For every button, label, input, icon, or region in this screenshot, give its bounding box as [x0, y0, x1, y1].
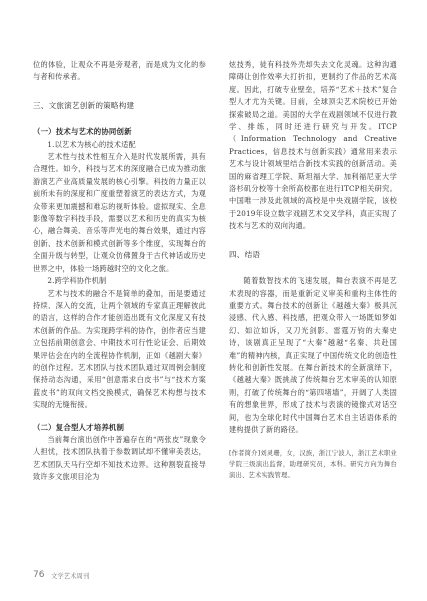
journal-name: 文学艺术周刊: [51, 572, 90, 580]
author-bio: [作者简介]刘灵珊，女，汉族，浙江宁波人，浙江艺术职业学院三级演出监督，助理研究员，本科。研究方向为舞台演出、艺术实践管理。: [229, 450, 397, 480]
subsection-1-1-body: 艺术性与技术性相互介入是时代发展所需，具有合理性。如今，科技与艺术的深度融合已成为推动旅游演艺产业高质量发展的核心引擎。科技的力量正以前所未有的深度和广度重塑着演艺的表达方式，为观众带来更加震撼和难忘的视听体验。虚拟现实、全息影像等数字科技手段，需要以艺术和历史的真实为核心，融合舞美、音乐等声光电的舞台效果，通过内容创新、技术创新和模式创新等多个维度，实现舞台的全面升级与转型，让观众仿佛置身于古代神话或历史世界之中，体验一场跨越时空的文化之旅。: [33, 152, 206, 273]
subsection-2-heading: （二）复合型人才培养机制: [33, 422, 125, 432]
left-column: [33, 59, 206, 484]
section-3-heading: 三、文旅演艺创新的策略构建: [33, 100, 135, 110]
continued-paragraph: 炫技秀，徒有科技外壳却失去文化灵魂。这种沟通障碍让创作效率大打折扣，更制约了作品的艺术高度。因此，打破专业壁垒，培养“艺术＋技术”复合型人才尤为关键。目前，全球顶尖艺术院校已开始探索破局之道。美国的大学在戏剧领域不仅进行教学、排练，同时还进行研究与开发。ITCP（Information Technology and Creative Practices，信息技术与创新实践）通常用来表示艺术与设计领域里结合新技术实践的创新活动。美国的麻省理工学院、斯坦福大学、加利福尼亚大学洛杉矶分校等十余所高校都在进行ITCP相关研究。中国唯一涉及此领域的高校是中央戏剧学院，该校于2019年设立数字戏剧艺术交叉学科，真正实现了技术与艺术的双向沟通。: [229, 60, 397, 231]
subsection-1-1-heading: 1.以艺术为核心的技术适配: [47, 139, 136, 149]
subsection-1-2-heading: 2.跨学科协作机制: [47, 276, 107, 286]
subsection-1-heading: （一）技术与艺术的协同创新: [33, 127, 132, 137]
intro-paragraph: 位的体验，让观众不再是旁观者，而是成为文化的参与者和传承者。: [33, 60, 206, 82]
subsection-2-body: 当前舞台演出创作中普遍存在的“两张皮”现象令人担忧，技术团队执着于参数调试却不懂审美表达，艺术团队天马行空却不知技术边界。这种割裂直接导致许多文旅项目沦为: [33, 434, 206, 482]
section-4-heading: 四、结语: [229, 249, 261, 259]
right-column: [229, 59, 397, 488]
page-number: 76: [33, 570, 45, 580]
conclusion-paragraph: 随着数智技术的飞速发展，舞台表演不再是艺术表现的容器，而是重新定义审美和重构主体性的重要方式。舞台技术的创新让《越越大秦》极具沉浸感、代入感、科技感，把观众带入一场既如梦如幻、如泣如诉，又刀光剑影、雷霆万钧的大秦史诗，该剧真正呈现了“大秦”越越“名秦、共赴国难”的精神内核，真正实现了中国传统文化的创造性转化和创新性发展。在舞台新技术的全新演绎下，《越越大秦》既挑战了传统舞台艺术审美的认知原则，打破了传统舞台的“第四堵墙”，开阔了人类固有的想象世界，形成了技术与表演的镜像式对话空间，也为全球化时代中国舞台艺术自主话语体系的建构提供了新的路径。: [229, 276, 397, 434]
subsection-1-2-body: 艺术与技术的融合不是简单的叠加，而是要通过持续、深入的交流，让两个领域的专家真正理解彼此的语言，这样的合作才能创造出既有文化深度又有技术创新的作品。为实现跨学科的协作，创作者应当建立包括前期创意会、中期技术可行性论证会、后期效果评估会在内的全流程协作机制，正如《越剧大秦》的创作过程。艺术团队与技术团队通过双周例会制度保持动态沟通，采用“创意需求白皮书”与“技术方案蓝皮书”的双向文档交换模式，确保艺术构想与技术实现的无缝衔接。: [33, 288, 206, 410]
